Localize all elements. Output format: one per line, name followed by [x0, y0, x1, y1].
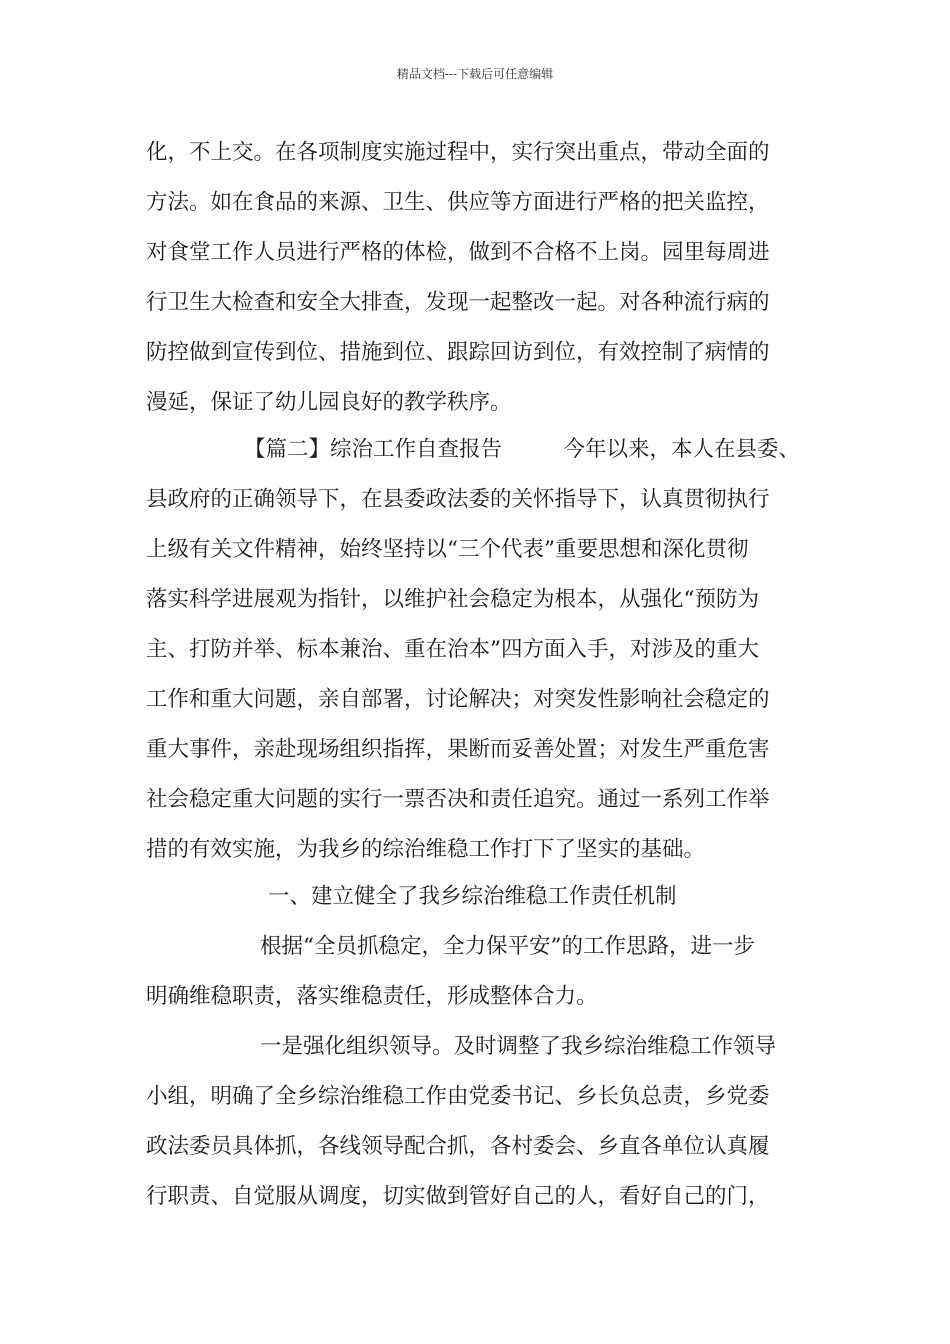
- text-line: 小组，明确了全乡综治维稳工作由党委书记、乡长负总责，乡党委: [146, 1084, 770, 1109]
- text-line: 政法委员具体抓，各线领导配合抓，各村委会、乡直各单位认真履: [146, 1134, 770, 1159]
- text-line: 方法。如在食品的来源、卫生、供应等方面进行严格的把关监控，: [146, 190, 770, 215]
- text-line: 措的有效实施，为我乡的综治维稳工作打下了坚实的基础。: [146, 837, 706, 862]
- page-header: 精品文档---下载后可任意编辑: [396, 67, 554, 81]
- text-line: 对食堂工作人员进行严格的体检，做到不合格不上岗。园里每周进: [146, 240, 770, 265]
- text-line: 化，不上交。在各项制度实施过程中，实行突出重点，带动全面的: [146, 140, 770, 165]
- text-line: 主、打防并举、标本兼治、重在治本”四方面入手，对涉及的重大: [146, 637, 759, 662]
- text-line: 漫延，保证了幼儿园良好的教学秩序。: [146, 390, 512, 415]
- section-title-line: 【篇二】综治工作自查报告 今年以来，本人在县委、: [244, 437, 801, 462]
- text-line: 明确维稳职责，落实维稳责任，形成整体合力。: [146, 984, 598, 1009]
- text-line: 行职责、自觉服从调度，切实做到管好自己的人，看好自己的门，: [146, 1184, 770, 1209]
- text-line: 工作和重大问题，亲自部署，讨论解决；对突发性影响社会稳定的: [146, 687, 770, 712]
- text-line: 防控做到宣传到位、措施到位、跟踪回访到位，有效控制了病情的: [146, 340, 770, 365]
- text-line: 落实科学进展观为指针，以维护社会稳定为根本，从强化“预防为: [146, 587, 759, 612]
- text-line: 根据“全员抓稳定，全力保平安”的工作思路，进一步: [260, 934, 755, 959]
- text-line: 一是强化组织领导。及时调整了我乡综治维稳工作领导: [260, 1034, 777, 1059]
- text-line: 社会稳定重大问题的实行一票否决和责任追究。通过一系列工作举: [146, 787, 770, 812]
- text-line: 上级有关文件精神，始终坚持以“三个代表”重要思想和深化贯彻: [146, 537, 749, 562]
- text-line: 重大事件，亲赴现场组织指挥，果断而妥善处置；对发生严重危害: [146, 737, 770, 762]
- text-line: 行卫生大检查和安全大排查，发现一起整改一起。对各种流行病的: [146, 290, 770, 315]
- section-heading: 一、建立健全了我乡综治维稳工作责任机制: [268, 884, 677, 909]
- text-line: 县政府的正确领导下，在县委政法委的关怀指导下，认真贯彻执行: [146, 487, 770, 512]
